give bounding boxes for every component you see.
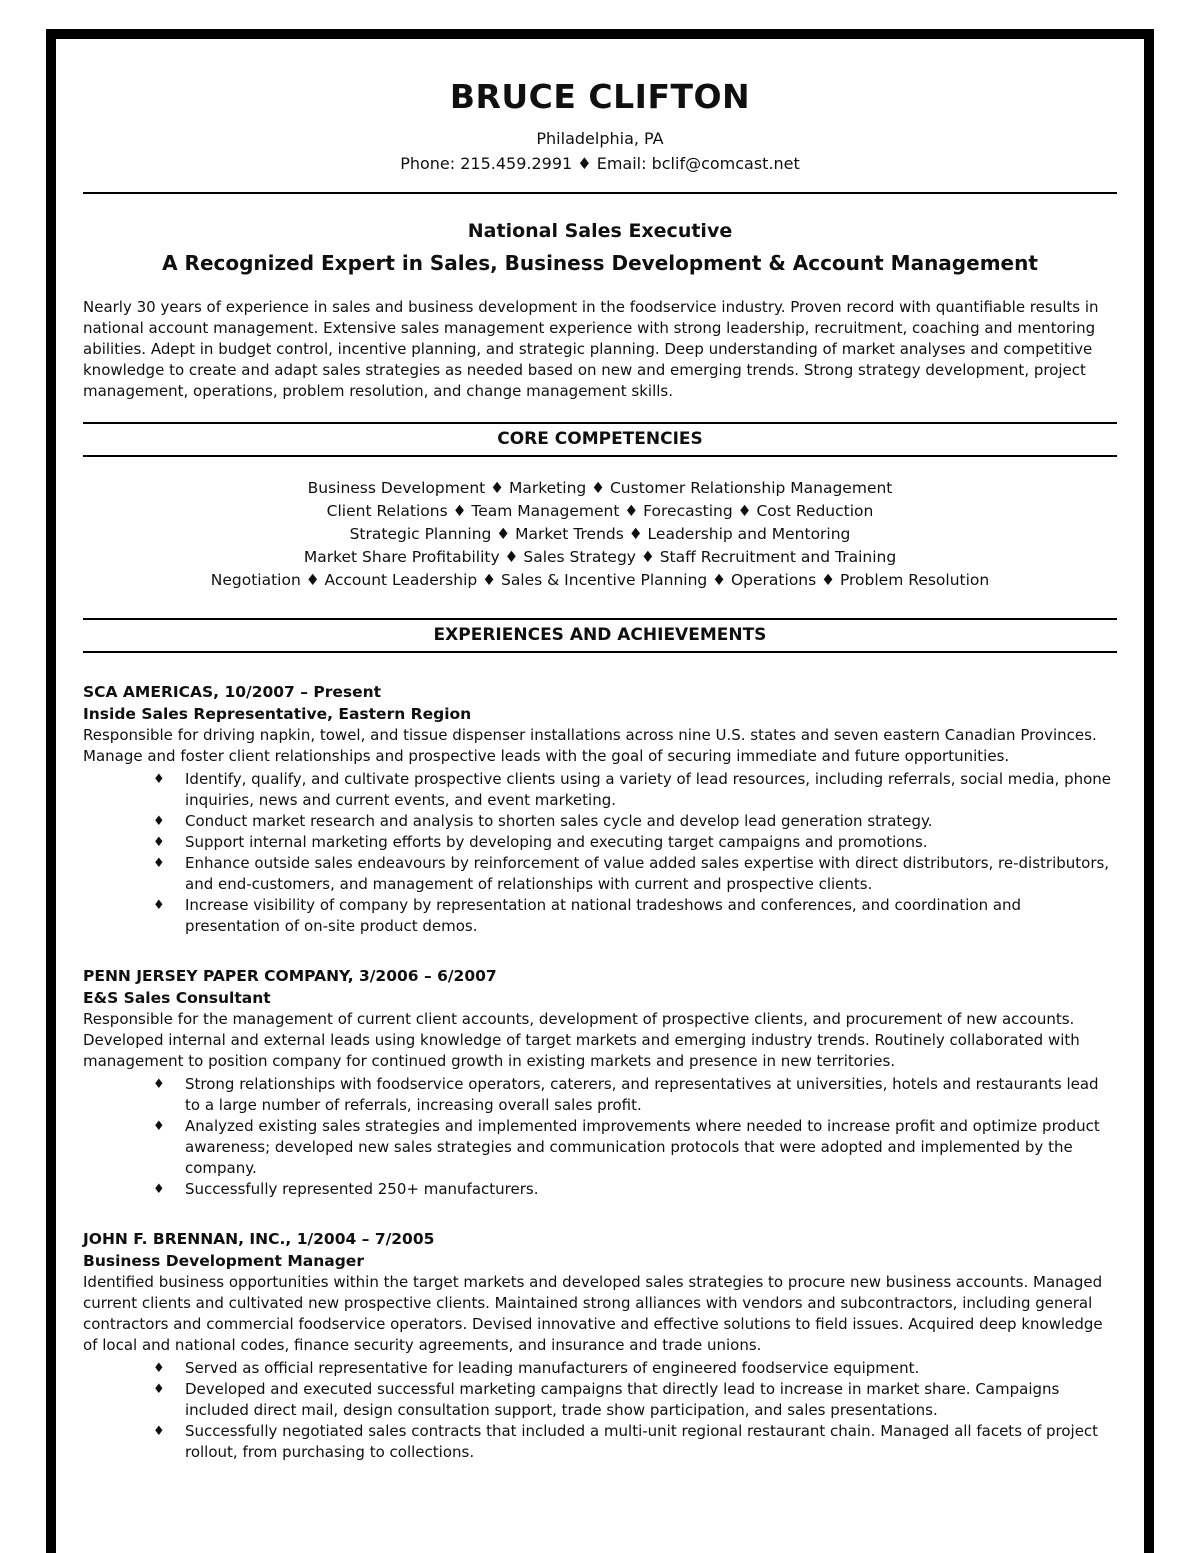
competencies-list <box>83 477 1117 598</box>
core-competencies-heading: CORE COMPETENCIES <box>83 422 1117 457</box>
job-company-line: PENN JERSEY PAPER COMPANY, 3/2006 – 6/2007 <box>83 967 497 985</box>
bullet-item <box>83 1074 1117 1116</box>
bullet-item <box>83 1179 1117 1200</box>
bullet-item <box>83 853 1117 895</box>
diamond-bullet-icon: ♦ <box>153 1119 165 1134</box>
diamond-bullet-icon: ♦ <box>153 1077 165 1092</box>
bullet-text: Support internal marketing efforts by developing and executing target campaigns and promotions. <box>185 833 928 851</box>
title-block <box>83 218 1117 275</box>
candidate-contact: Phone: 215.459.2991 ♦ Email: bclif@comcast.net <box>400 154 800 173</box>
candidate-location: Philadelphia, PA <box>536 129 664 148</box>
job-company-line: SCA AMERICAS, 10/2007 – Present <box>83 683 382 701</box>
diamond-bullet-icon: ♦ <box>153 898 165 913</box>
diamond-bullet-icon: ♦ <box>153 835 165 850</box>
job-company-line: JOHN F. BRENNAN, INC., 1/2004 – 7/2005 <box>83 1230 435 1248</box>
professional-title: National Sales Executive <box>467 220 733 242</box>
diamond-bullet-icon: ♦ <box>153 1382 165 1397</box>
competency-line: Business Development ♦ Marketing ♦ Customer Relationship Management <box>307 479 893 497</box>
diamond-bullet-icon: ♦ <box>153 856 165 871</box>
bullet-item <box>83 1379 1117 1421</box>
bullet-item <box>83 1358 1117 1379</box>
job-title: Inside Sales Representative, Eastern Region <box>83 705 472 723</box>
summary-paragraph: Nearly 30 years of experience in sales and business development in the foodservice industry. Proven record with quantifiable results in national account management. Extensive sales management experience with strong leadership, recruitment, coaching and mentoring abilities. Adept in budget control, incentive planning, and strategic planning. Deep understanding of market analyses and competitive knowledge to create and adapt sales strategies as needed based on new and emerging trends. Strong strategy development, project management, operations, problem resolution, and change management skills. <box>83 298 1099 400</box>
experience-list <box>83 681 1117 1463</box>
bullet-text: Increase visibility of company by representation at national tradeshows and conferences, and coordination and presentation of on-site product demos. <box>185 896 1022 935</box>
job-title: Business Development Manager <box>83 1252 364 1270</box>
resume-header <box>83 77 1117 176</box>
professional-tagline: A Recognized Expert in Sales, Business Development & Account Management <box>162 251 1038 275</box>
bullet-text: Served as official representative for leading manufacturers of engineered foodservice equipment. <box>185 1359 920 1377</box>
job-description: Responsible for the management of current client accounts, development of prospective clients, and procurement of new accounts. Developed internal and external leads using knowledge of target markets and emerging industry trends. Routinely collaborated with management to position company for continued growth in existing markets and presence in new territories. <box>83 1010 1080 1070</box>
bullet-text: Conduct market research and analysis to shorten sales cycle and develop lead generation strategy. <box>185 812 933 830</box>
bullet-item <box>83 769 1117 811</box>
diamond-bullet-icon: ♦ <box>153 1361 165 1376</box>
competency-line: Market Share Profitability ♦ Sales Strategy ♦ Staff Recruitment and Training <box>303 548 897 566</box>
job-entry <box>83 965 1117 1200</box>
competency-line: Client Relations ♦ Team Management ♦ Forecasting ♦ Cost Reduction <box>326 502 874 520</box>
job-description: Responsible for driving napkin, towel, and tissue dispenser installations across nine U.S. states and seven eastern Canadian Provinces. Manage and foster client relationships and prospective leads with the goal of securing immediate and future opportunities. <box>83 726 1097 765</box>
experience-heading: EXPERIENCES AND ACHIEVEMENTS <box>83 618 1117 653</box>
diamond-bullet-icon: ♦ <box>153 772 165 787</box>
bullet-text: Enhance outside sales endeavours by reinforcement of value added sales expertise with direct distributors, re-distributors, and end-customers, and management of relationships with current and prospective clients. <box>185 854 1110 893</box>
job-entry <box>83 1228 1117 1463</box>
job-bullets <box>83 1074 1117 1200</box>
diamond-bullet-icon: ♦ <box>153 814 165 829</box>
job-bullets <box>83 1358 1117 1463</box>
competency-line: Strategic Planning ♦ Market Trends ♦ Leadership and Mentoring <box>349 525 851 543</box>
diamond-bullet-icon: ♦ <box>153 1424 165 1439</box>
candidate-name: BRUCE CLIFTON <box>449 77 751 116</box>
bullet-item <box>83 1116 1117 1179</box>
diamond-bullet-icon: ♦ <box>153 1182 165 1197</box>
bullet-text: Analyzed existing sales strategies and implemented improvements where needed to increase profit and optimize product awareness; developed new sales strategies and communication protocols that were adopted and implemented by the company. <box>185 1117 1100 1177</box>
job-description: Identified business opportunities within the target markets and developed sales strategies to procure new business accounts. Managed current clients and cultivated new prospective clients. Maintained strong alliances with vendors and subcontractors, including general contractors and commercial foodservice operators. Devised innovative and effective solutions to field issues. Acquired deep knowledge of local and national codes, finance security agreements, and insurance and trade unions. <box>83 1273 1103 1354</box>
bullet-text: Successfully represented 250+ manufacturers. <box>185 1180 539 1198</box>
job-bullets <box>83 769 1117 937</box>
bullet-item <box>83 895 1117 937</box>
bullet-item <box>83 1421 1117 1463</box>
bullet-text: Identify, qualify, and cultivate prospective clients using a variety of lead resources, including referrals, social media, phone inquiries, news and current events, and event marketing. <box>185 770 1112 809</box>
header-divider <box>83 192 1117 194</box>
job-entry <box>83 681 1117 937</box>
bullet-text: Developed and executed successful marketing campaigns that directly lead to increase in market share. Campaigns included direct mail, design consultation support, trade show participation, and sales presentations. <box>185 1380 1060 1419</box>
bullet-text: Successfully negotiated sales contracts that included a multi-unit regional restaurant chain. Managed all facets of project rollout, from purchasing to collections. <box>185 1422 1099 1461</box>
competency-line: Negotiation ♦ Account Leadership ♦ Sales & Incentive Planning ♦ Operations ♦ Problem Resolution <box>210 571 990 589</box>
bullet-text: Strong relationships with foodservice operators, caterers, and representatives at universities, hotels and restaurants lead to a large number of referrals, increasing overall sales profit. <box>185 1075 1099 1114</box>
bullet-item <box>83 811 1117 832</box>
bullet-item <box>83 832 1117 853</box>
job-title: E&S Sales Consultant <box>83 989 271 1007</box>
resume-page <box>46 29 1154 1553</box>
